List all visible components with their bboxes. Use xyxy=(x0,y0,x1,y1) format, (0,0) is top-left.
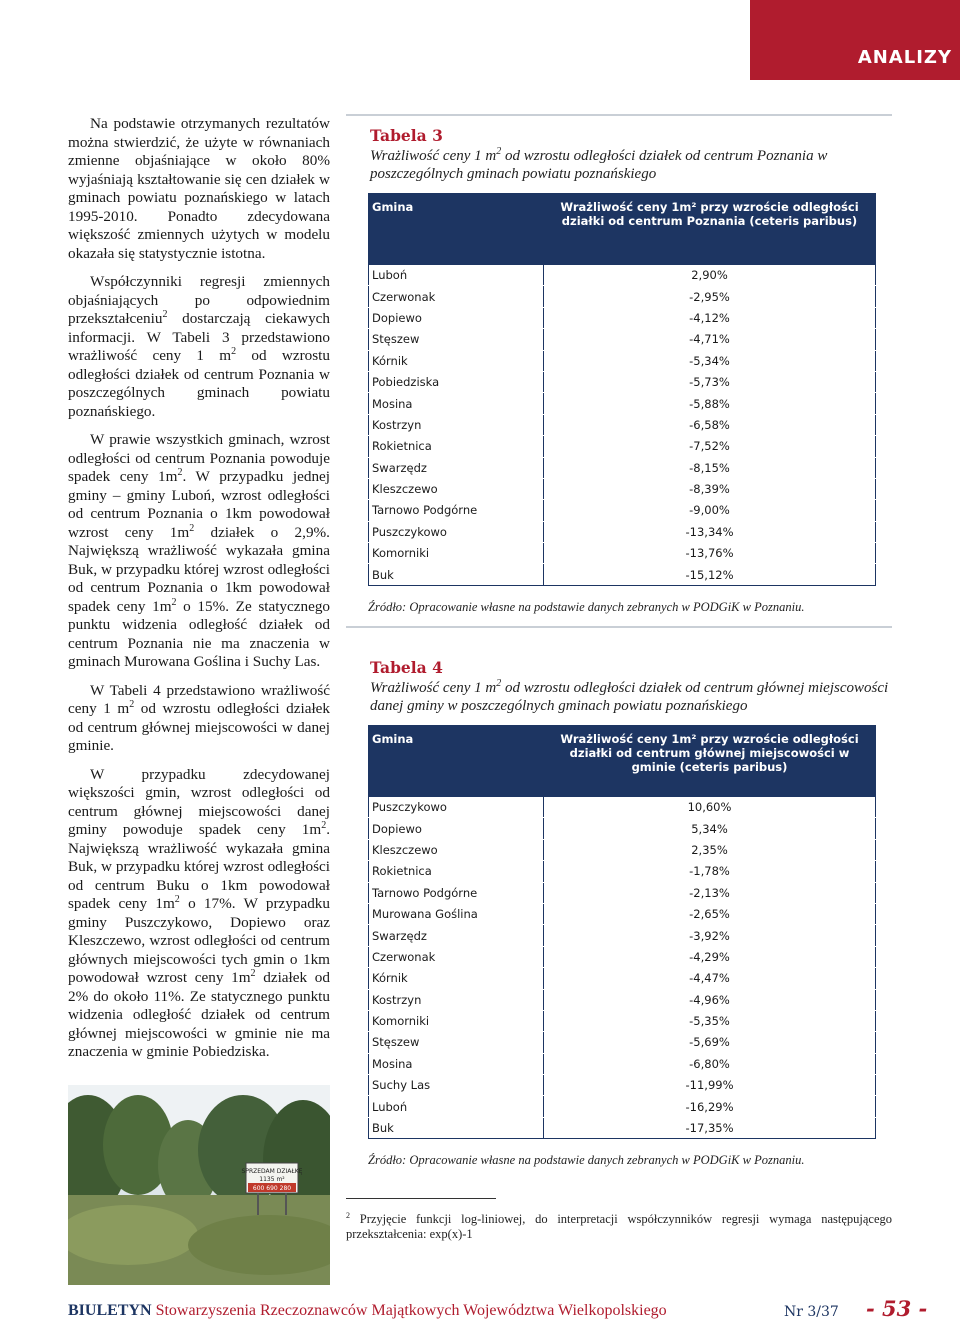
table-row xyxy=(369,350,876,371)
gmina-cell: Kórnik xyxy=(369,968,544,989)
table-row xyxy=(369,903,876,924)
value-cell: -13,34% xyxy=(544,521,876,542)
sup: 2 xyxy=(321,819,327,831)
p1-text: Na podstawie otrzymanych rezultatów można stwierdzić, że użyte w równaniach zmienne objaśniające w około 80% wyjaśniają kształtowanie się cen działek w gminach powiatu poznańskiego w latach 1995-2010. Ponadto zdecydowana większość zmiennych użytych w modelu okazała się statystycznie istotna. xyxy=(68,115,330,262)
value-cell: -5,69% xyxy=(544,1032,876,1053)
gmina-cell: Mosina xyxy=(369,1053,544,1074)
footnote-rule xyxy=(346,1198,496,1199)
table-row xyxy=(369,1053,876,1074)
gmina-cell: Tarnowo Podgórne xyxy=(369,500,544,521)
value-cell: -4,12% xyxy=(544,307,876,328)
section-header xyxy=(750,0,960,80)
table4 xyxy=(368,725,876,1139)
table3-col-gmina: Gmina xyxy=(369,194,544,265)
p5c-text: o 17%. W przypadku gminy Puszczykowo, Dopiewo oraz Kleszczewo, wzrost odległości od centrum głównych miejscowości tych gmin o 1km powodował wzrost ceny 1m xyxy=(68,895,330,986)
table-row xyxy=(369,543,876,564)
journal-name-rest: Stowarzyszenia Rzeczoznawców Majątkowych Województwa Wielkopolskiego xyxy=(151,1302,667,1319)
table-row xyxy=(369,861,876,882)
page-number: - 53 - xyxy=(866,1296,928,1321)
value-cell: 10,60% xyxy=(544,797,876,818)
value-cell: -4,29% xyxy=(544,946,876,967)
article-body xyxy=(68,115,330,1072)
table-row xyxy=(369,478,876,499)
value-cell: -2,95% xyxy=(544,286,876,307)
table-row xyxy=(369,1117,876,1138)
table-row xyxy=(369,1075,876,1096)
table-row xyxy=(369,393,876,414)
p3d-text: o 15%. Ze statycznego punktu widzenia odległość działek od centrum Poznania nie ma znaczenia w gminach Murowana Goślina i Suchy Las. xyxy=(68,597,331,670)
table-row xyxy=(369,968,876,989)
value-cell: -11,99% xyxy=(544,1075,876,1096)
value-cell: -15,12% xyxy=(544,564,876,585)
caption-a: Wrażliwość ceny 1 m xyxy=(370,148,497,164)
gmina-cell: Stęszew xyxy=(369,1032,544,1053)
value-cell: -8,15% xyxy=(544,457,876,478)
value-cell: -17,35% xyxy=(544,1117,876,1138)
table-row xyxy=(369,946,876,967)
value-cell: -4,47% xyxy=(544,968,876,989)
gmina-cell: Rokietnica xyxy=(369,861,544,882)
caption-b: od wzrostu odległości działek od centrum głównej miejscowości danej gminy w poszczególnych gminach powiatu poznańskiego xyxy=(370,680,889,714)
section-title: ANALIZY xyxy=(857,47,952,68)
table-row xyxy=(369,797,876,818)
gmina-cell: Puszczykowo xyxy=(369,521,544,542)
p2b-text: dostarczają ciekawych informacji. W Tabeli 3 przedstawiono wrażliwość ceny 1 m xyxy=(68,310,330,364)
issue-number: Nr 3/37 xyxy=(784,1304,839,1320)
gmina-cell: Kórnik xyxy=(369,350,544,371)
table4-title: Tabela 4 xyxy=(370,658,443,677)
table-row xyxy=(369,414,876,435)
gmina-cell: Buk xyxy=(369,564,544,585)
gmina-cell: Puszczykowo xyxy=(369,797,544,818)
value-cell: -5,88% xyxy=(544,393,876,414)
journal-footer xyxy=(68,1302,667,1320)
p4a-text: W Tabeli 4 przedstawiono wrażliwość ceny 1 m xyxy=(68,681,330,717)
table-row xyxy=(369,1010,876,1031)
gmina-cell: Luboń xyxy=(369,265,544,286)
gmina-cell: Tarnowo Podgórne xyxy=(369,882,544,903)
sup: 2 xyxy=(496,678,502,689)
value-cell: -16,29% xyxy=(544,1096,876,1117)
table-row xyxy=(369,457,876,478)
value-cell: -9,00% xyxy=(544,500,876,521)
footnote-ref: 2 xyxy=(162,308,168,320)
footnote-marker: 2 xyxy=(346,1211,350,1220)
table-row xyxy=(369,307,876,328)
table-row xyxy=(369,436,876,457)
value-cell: -8,39% xyxy=(544,478,876,499)
table4-col-gmina: Gmina xyxy=(369,726,544,797)
table-row xyxy=(369,371,876,392)
sup: 2 xyxy=(171,596,177,608)
gmina-cell: Dopiewo xyxy=(369,307,544,328)
caption-a: Wrażliwość ceny 1 m xyxy=(370,680,497,696)
gmina-cell: Czerwonak xyxy=(369,946,544,967)
sup: 2 xyxy=(496,146,502,157)
paragraph-1 xyxy=(68,115,330,263)
gmina-cell: Buk xyxy=(369,1117,544,1138)
p5a-text: W przypadku zdecydowanej większości gmin, wzrost odległości od centrum głównej miejscowości danej gminy powoduje spadek ceny 1m xyxy=(68,765,330,838)
gmina-cell: Swarzędz xyxy=(369,925,544,946)
value-cell: -7,52% xyxy=(544,436,876,457)
gmina-cell: Stęszew xyxy=(369,329,544,350)
value-cell: -2,13% xyxy=(544,882,876,903)
table4-body xyxy=(369,797,876,1139)
table3-caption xyxy=(370,147,892,183)
table-row xyxy=(369,286,876,307)
value-cell: -6,80% xyxy=(544,1053,876,1074)
sign-text-2: 1135 m² xyxy=(259,1176,285,1183)
gmina-cell: Swarzędz xyxy=(369,457,544,478)
paragraph-3 xyxy=(68,431,330,672)
value-cell: -3,92% xyxy=(544,925,876,946)
value-cell: 2,90% xyxy=(544,265,876,286)
divider-top xyxy=(346,114,892,116)
gmina-cell: Suchy Las xyxy=(369,1075,544,1096)
table-row xyxy=(369,564,876,585)
p5b-text: . Największą wrażliwość wykazała gmina Buk, w przypadku której wzrost odległości od centrum Buku o 1km powodował spadek ceny 1m xyxy=(68,821,330,912)
gmina-cell: Murowana Goślina xyxy=(369,903,544,924)
table4-col-value: Wrażliwość ceny 1m² przy wzroście odległości działki od centrum głównej miejscowości w gminie (ceteris paribus) xyxy=(544,726,876,797)
sup: 2 xyxy=(129,698,135,710)
table-row xyxy=(369,1096,876,1117)
table4-source: Źródło: Opracowanie własne na podstawie danych zebranych w PODGiK w Poznaniu. xyxy=(368,1153,805,1168)
table3-body xyxy=(369,265,876,586)
gmina-cell: Dopiewo xyxy=(369,818,544,839)
gmina-cell: Kostrzyn xyxy=(369,989,544,1010)
table3-source: Źródło: Opracowanie własne na podstawie danych zebranych w PODGiK w Poznaniu. xyxy=(368,599,805,614)
table-row xyxy=(369,839,876,860)
gmina-cell: Komorniki xyxy=(369,543,544,564)
paragraph-5 xyxy=(68,766,330,1062)
table3-title: Tabela 3 xyxy=(370,126,443,145)
table4-block xyxy=(346,658,892,1168)
table3-block xyxy=(346,126,892,615)
value-cell: 2,35% xyxy=(544,839,876,860)
table-row xyxy=(369,882,876,903)
sup: 2 xyxy=(174,893,180,905)
sup: 2 xyxy=(250,967,256,979)
value-cell: -5,73% xyxy=(544,371,876,392)
table-row xyxy=(369,925,876,946)
value-cell: -13,76% xyxy=(544,543,876,564)
p3a-text: W prawie wszystkich gminach, wzrost odległości od centrum Poznania powoduje spadek ceny 1m xyxy=(68,431,330,485)
table3 xyxy=(368,193,876,586)
table-row xyxy=(369,329,876,350)
p3c-text: działek o 2,9%. Największą wrażliwość wykazała gmina Buk, w przypadku której wzrost odległości od centrum Poznania o 1km powodował spadek ceny 1m xyxy=(68,523,330,615)
table-row xyxy=(369,818,876,839)
gmina-cell: Kleszczewo xyxy=(369,478,544,499)
footnote-text: Przyjęcie funkcji log-liniowej, do interpretacji współczynników regresji wymaga następującego przekształcenia: exp(x)-1 xyxy=(346,1212,893,1242)
gmina-cell: Kleszczewo xyxy=(369,839,544,860)
gmina-cell: Kostrzyn xyxy=(369,414,544,435)
gmina-cell: Czerwonak xyxy=(369,286,544,307)
caption-b: od wzrostu odległości działek od centrum Poznania w poszczególnych gminach powiatu poznańskiego xyxy=(370,148,828,182)
value-cell: -5,34% xyxy=(544,350,876,371)
table-row xyxy=(369,989,876,1010)
value-cell: -4,96% xyxy=(544,989,876,1010)
table4-caption xyxy=(370,679,892,715)
sup: 2 xyxy=(189,522,195,534)
gmina-cell: Luboń xyxy=(369,1096,544,1117)
value-cell: 5,34% xyxy=(544,818,876,839)
table-row xyxy=(369,1032,876,1053)
p3b-text: . W przypadku jednej gminy – gminy Luboń, wzrost odległości od centrum Poznania o 1km powodował wzrost ceny 1m xyxy=(68,468,331,541)
divider-mid xyxy=(346,626,892,628)
p4b-text: od wzrostu odległości działek od centrum głównej miejscowości w danej gminie. xyxy=(68,700,330,754)
gmina-cell: Komorniki xyxy=(369,1010,544,1031)
table3-col-value: Wrażliwość ceny 1m² przy wzroście odległości działki od centrum Poznania (ceteris paribus) xyxy=(544,194,876,265)
gmina-cell: Mosina xyxy=(369,393,544,414)
value-cell: -1,78% xyxy=(544,861,876,882)
value-cell: -2,65% xyxy=(544,903,876,924)
p2a-text: Współczynniki regresji zmiennych objaśniających po odpowiednim przekształceniu xyxy=(68,273,330,327)
sup: 2 xyxy=(231,345,237,357)
table-row xyxy=(369,521,876,542)
footnote xyxy=(346,1208,892,1242)
p2c-text: od wzrostu odległości działek od centrum Poznania w poszczególnych gminach powiatu poznańskiego. xyxy=(68,347,330,420)
gmina-cell: Pobiedziska xyxy=(369,371,544,392)
photo-land-for-sale xyxy=(68,1085,330,1285)
value-cell: -5,35% xyxy=(544,1010,876,1031)
journal-name-bold: BIULETYN xyxy=(68,1302,152,1319)
value-cell: -6,58% xyxy=(544,414,876,435)
gmina-cell: Rokietnica xyxy=(369,436,544,457)
paragraph-2 xyxy=(68,273,330,421)
p5d-text: działek od 2% do około 11%. Ze statycznego punktu widzenia odległość działek od centrum głównej miejscowości w gminie nie ma znaczenia w gminie Pobiedziska. xyxy=(68,969,330,1060)
value-cell: -4,71% xyxy=(544,329,876,350)
table-row xyxy=(369,500,876,521)
table-row xyxy=(369,265,876,286)
sup: 2 xyxy=(177,466,183,478)
paragraph-4 xyxy=(68,682,330,756)
sign-text-3: 600 690 280 xyxy=(252,1185,292,1192)
sign-text-1: SPRZEDAM DZIAŁKĘ xyxy=(241,1168,303,1175)
